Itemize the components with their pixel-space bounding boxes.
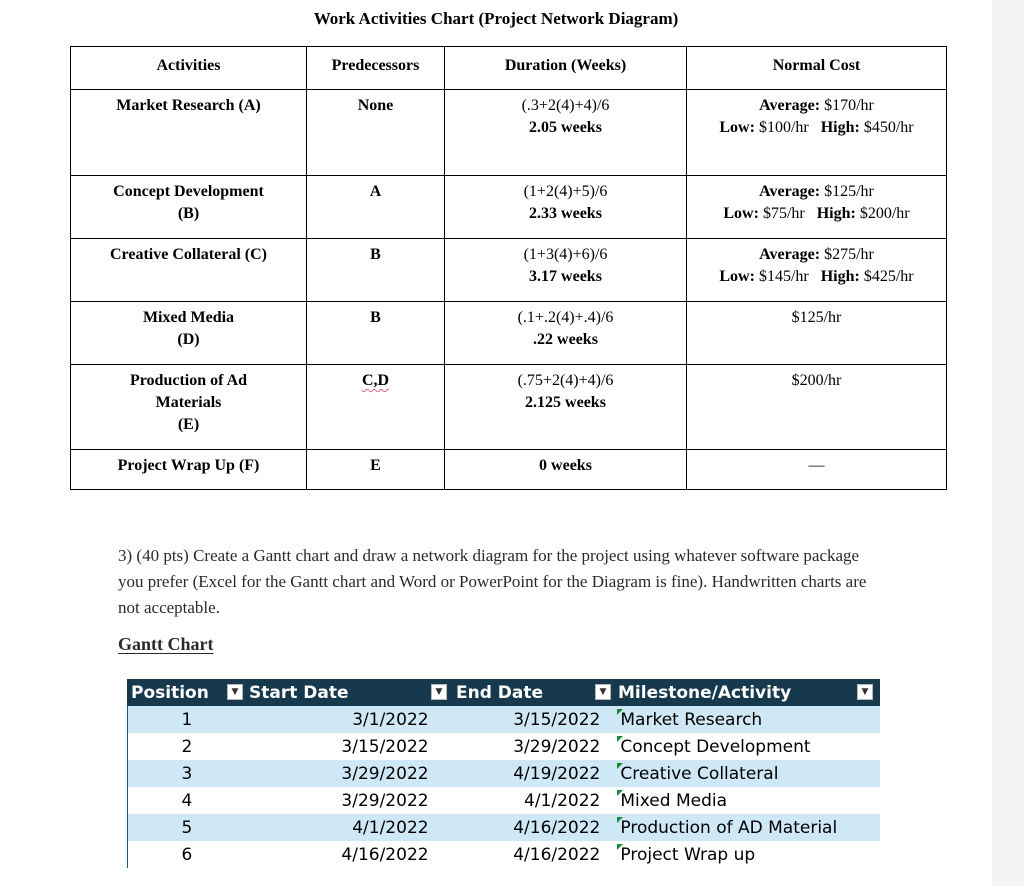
error-indicator-icon xyxy=(617,736,623,742)
gantt-header-position xyxy=(127,679,245,706)
gantt-row xyxy=(127,841,880,868)
header-label: End Date xyxy=(456,682,544,703)
predecessor-cell: A xyxy=(307,176,445,239)
milestone-cell[interactable] xyxy=(614,710,880,730)
end-date-cell[interactable]: 4/19/2022 xyxy=(513,763,601,784)
average-label: Average: xyxy=(759,97,821,114)
activity-letter: (B) xyxy=(177,205,200,222)
high-cost: $200/hr xyxy=(859,205,910,222)
table-row xyxy=(71,90,947,176)
gantt-row xyxy=(127,787,880,814)
milestone-cell[interactable] xyxy=(614,818,880,838)
gantt-row xyxy=(127,706,880,733)
cost-cell: $200/hr xyxy=(687,365,947,450)
duration-formula: (1+2(4)+5)/6 xyxy=(523,183,608,200)
header-activities: Activities xyxy=(71,47,307,90)
table-row xyxy=(71,239,947,302)
duration-formula: (.75+2(4)+4)/6 xyxy=(517,372,614,389)
predecessor-cell: E xyxy=(307,450,445,490)
start-date-cell[interactable]: 3/29/2022 xyxy=(341,790,429,811)
gantt-heading: Gantt Chart xyxy=(118,634,214,654)
table-row xyxy=(71,302,947,365)
activity-letter: (E) xyxy=(177,416,200,433)
activity-name: Market Research (A) xyxy=(116,97,261,114)
gantt-header-milestone xyxy=(614,679,880,706)
high-label: High: xyxy=(820,268,860,285)
duration-value: 3.17 weeks xyxy=(529,268,602,285)
predecessor-cell xyxy=(307,365,445,450)
filter-icon[interactable]: ▼ xyxy=(857,684,873,700)
milestone-label: Production of AD Material xyxy=(620,817,838,838)
gantt-row xyxy=(127,760,880,787)
position-cell[interactable]: 1 xyxy=(181,709,193,730)
low-cost: $100/hr xyxy=(758,119,809,136)
predecessor-cell: None xyxy=(307,90,445,176)
position-cell[interactable]: 3 xyxy=(181,763,193,784)
position-cell[interactable]: 6 xyxy=(181,844,193,865)
start-date-cell[interactable]: 3/15/2022 xyxy=(341,736,429,757)
activity-cell xyxy=(71,450,307,490)
cost-cell xyxy=(687,239,947,302)
predecessor-cell: B xyxy=(307,302,445,365)
low-label: Low: xyxy=(723,205,759,222)
gantt-header-end-date xyxy=(452,679,614,706)
high-label: High: xyxy=(816,205,856,222)
cost-cell xyxy=(687,176,947,239)
error-indicator-icon xyxy=(617,817,623,823)
activity-name: Mixed Media xyxy=(142,309,235,326)
milestone-cell[interactable] xyxy=(614,791,880,811)
duration-cell xyxy=(445,90,687,176)
end-date-cell[interactable]: 4/1/2022 xyxy=(524,790,601,811)
activity-letter: (D) xyxy=(177,331,200,348)
duration-formula: (1+3(4)+6)/6 xyxy=(523,246,608,263)
average-cost: $125/hr xyxy=(824,183,874,200)
activity-name: Project Wrap Up (F) xyxy=(117,457,260,474)
duration-value: 2.05 weeks xyxy=(529,119,602,136)
start-date-cell[interactable]: 3/29/2022 xyxy=(341,763,429,784)
sort-filter-icon[interactable]: ▼ xyxy=(595,684,611,700)
low-cost: $145/hr xyxy=(758,268,809,285)
low-cost: $75/hr xyxy=(762,205,805,222)
milestone-cell[interactable] xyxy=(614,845,880,865)
average-label: Average: xyxy=(759,246,821,263)
document-title: Work Activities Chart (Project Network Diagram) xyxy=(313,9,679,28)
gantt-table xyxy=(127,679,880,868)
duration-cell xyxy=(445,302,687,365)
milestone-label: Project Wrap up xyxy=(620,844,756,865)
milestone-label: Concept Development xyxy=(620,736,811,757)
error-indicator-icon xyxy=(617,790,623,796)
activity-name: Production of Ad xyxy=(129,372,248,389)
dropdown-arrow-icon[interactable]: ▼ xyxy=(227,684,243,700)
work-activities-table xyxy=(70,46,947,490)
gantt-row xyxy=(127,814,880,841)
error-indicator-icon xyxy=(617,844,623,850)
milestone-label: Mixed Media xyxy=(620,790,728,811)
duration-value: 2.125 weeks xyxy=(525,394,606,411)
duration-formula: (.1+.2(4)+.4)/6 xyxy=(517,309,614,326)
cost-cell: $125/hr xyxy=(687,302,947,365)
predecessor-cell: B xyxy=(307,239,445,302)
milestone-cell[interactable] xyxy=(614,764,880,784)
activity-name: Creative Collateral (C) xyxy=(110,246,267,263)
duration-cell xyxy=(445,450,687,490)
duration-formula: (.3+2(4)+4)/6 xyxy=(521,97,610,114)
error-indicator-icon xyxy=(617,709,623,715)
duration-cell xyxy=(445,176,687,239)
end-date-cell[interactable]: 4/16/2022 xyxy=(513,844,601,865)
activity-cell xyxy=(71,365,307,450)
header-normal-cost: Normal Cost xyxy=(687,47,947,90)
gantt-header-row xyxy=(127,679,880,706)
low-label: Low: xyxy=(719,119,755,136)
activity-cell xyxy=(71,302,307,365)
error-indicator-icon xyxy=(617,763,623,769)
high-cost: $450/hr xyxy=(863,119,914,136)
activity-cell xyxy=(71,176,307,239)
high-cost: $425/hr xyxy=(863,268,914,285)
duration-cell xyxy=(445,239,687,302)
low-label: Low: xyxy=(719,268,755,285)
average-label: Average: xyxy=(759,183,821,200)
milestone-label: Market Research xyxy=(620,709,763,730)
position-cell[interactable]: 4 xyxy=(181,790,193,811)
gantt-header-start-date xyxy=(245,679,452,706)
activity-name: Concept Development xyxy=(113,183,264,200)
duration-cell xyxy=(445,365,687,450)
start-date-cell[interactable]: 4/1/2022 xyxy=(352,817,429,838)
header-duration: Duration (Weeks) xyxy=(445,47,687,90)
header-predecessors: Predecessors xyxy=(307,47,445,90)
end-date-cell[interactable]: 3/15/2022 xyxy=(513,709,601,730)
activity-cell xyxy=(71,239,307,302)
spellcheck-underlined-text: C,D xyxy=(361,372,390,389)
activity-name-cont: Materials xyxy=(155,394,222,411)
cost-cell: — xyxy=(687,450,947,490)
header-label: Milestone/Activity xyxy=(618,682,792,703)
end-date-cell[interactable]: 3/29/2022 xyxy=(513,736,601,757)
page-gutter xyxy=(992,0,1024,886)
header-label: Start Date xyxy=(249,682,349,703)
sort-filter-icon[interactable]: ▼ xyxy=(431,684,447,700)
position-cell[interactable]: 2 xyxy=(181,736,193,757)
cost-cell xyxy=(687,90,947,176)
high-label: High: xyxy=(820,119,860,136)
average-cost: $170/hr xyxy=(824,97,874,114)
header-label: Position xyxy=(131,682,209,703)
table-row xyxy=(71,176,947,239)
table-row xyxy=(71,450,947,490)
end-date-cell[interactable]: 4/16/2022 xyxy=(513,817,601,838)
average-cost: $275/hr xyxy=(824,246,874,263)
start-date-cell[interactable]: 3/1/2022 xyxy=(352,709,429,730)
gantt-row xyxy=(127,733,880,760)
question-text: 3) (40 pts) Create a Gantt chart and draw a network diagram for the project using whatever software package you prefer (Excel for the Gantt chart and Word or PowerPoint for the Diagram is fine). Handwritten charts are not acceptable. xyxy=(118,546,867,617)
table-row xyxy=(71,365,947,450)
position-cell[interactable]: 5 xyxy=(181,817,193,838)
activity-cell xyxy=(71,90,307,176)
duration-value: 2.33 weeks xyxy=(529,205,602,222)
milestone-cell[interactable] xyxy=(614,737,880,757)
duration-value: .22 weeks xyxy=(533,331,598,348)
milestone-label: Creative Collateral xyxy=(620,763,779,784)
duration-value: 0 weeks xyxy=(539,457,592,474)
start-date-cell[interactable]: 4/16/2022 xyxy=(341,844,429,865)
table-header-row xyxy=(71,47,947,90)
